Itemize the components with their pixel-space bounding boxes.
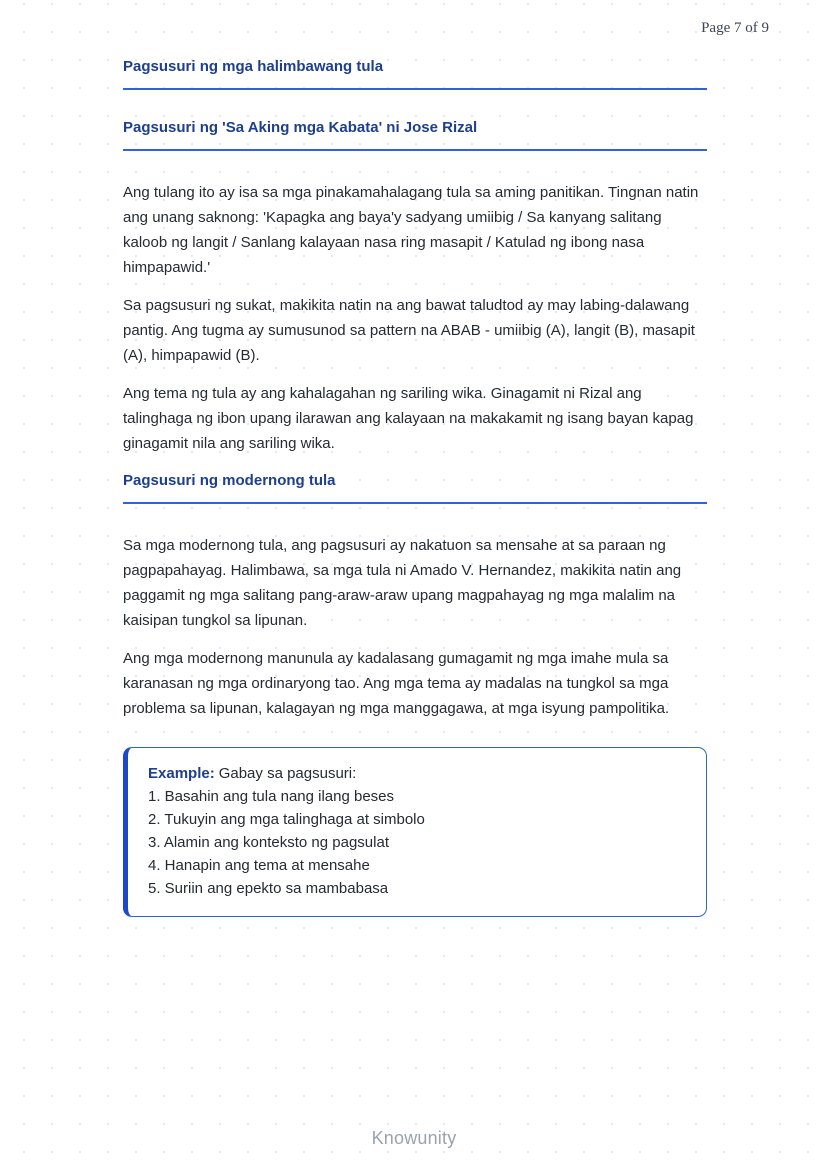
example-item: 5. Suriin ang epekto sa mambabasa	[148, 880, 389, 897]
section-heading: Pagsusuri ng modernong tula	[123, 472, 707, 504]
section-modernong-tula	[123, 472, 707, 721]
example-header-line	[148, 762, 686, 785]
example-intro: Gabay sa pagsusuri:	[218, 765, 357, 782]
example-item: 2. Tukuyin ang mga talinghaga at simbolo	[148, 811, 425, 828]
section-paragraphs	[123, 533, 707, 721]
paragraph: Ang tema ng tula ay ang kahalagahan ng sariling wika. Ginagamit ni Rizal ang talinghaga ng ibon upang ilarawan ang kalayaan na makakamit ng isang bayan kapag ginagamit nila ang sariling wika.	[123, 385, 694, 452]
example-label: Example:	[148, 765, 215, 782]
paragraph: Sa mga modernong tula, ang pagsusuri ay nakatuon sa mensahe at sa paraan ng pagpapahayag. Halimbawa, sa mga tula ni Amado V. Hernandez, makikita natin ang paggamit ng mga salitang pang-araw-araw upang magpahayag ng mga malalim na kaisipan tungkol sa lipunan.	[123, 537, 682, 629]
example-item: 1. Basahin ang tula nang ilang beses	[148, 788, 395, 805]
example-box	[123, 747, 707, 917]
section-halimbawang-tula	[123, 58, 707, 90]
paragraph: Sa pagsusuri ng sukat, makikita natin na ang bawat taludtod ay may labing-dalawang pantig. Ang tugma ay sumusunod sa pattern na ABAB - umiibig (A), langit (B), masapit (A), himpapawid (B).	[123, 297, 695, 364]
section-paragraphs	[123, 180, 707, 456]
section-heading: Pagsusuri ng mga halimbawang tula	[123, 58, 707, 90]
section-heading: Pagsusuri ng 'Sa Aking mga Kabata' ni Jose Rizal	[123, 119, 707, 151]
example-item: 3. Alamin ang konteksto ng pagsulat	[148, 834, 389, 851]
page-content	[123, 58, 707, 917]
section-sa-aking-mga-kabata	[123, 119, 707, 456]
paragraph: Ang mga modernong manunula ay kadalasang gumagamit ng mga imahe mula sa karanasan ng mga ordinaryong tao. Ang mga tema ay madalas na tungkol sa mga problema sa lipunan, kalagayan ng mga manggagawa, at mga isyung pampolitika.	[123, 650, 670, 717]
page-number: Page 7 of 9	[701, 20, 769, 36]
footer-brand: Knowunity	[371, 1128, 457, 1148]
example-item: 4. Hanapin ang tema at mensahe	[148, 857, 370, 874]
paragraph: Ang tulang ito ay isa sa mga pinakamahalagang tula sa aming panitikan. Tingnan natin ang unang saknong: 'Kapagka ang baya'y sadyang umiibig / Sa kanyang salitang kaloob ng langit / Sanlang kalayaan nasa ring masapit / Katulad ng ibong nasa himpapawid.'	[123, 184, 699, 276]
